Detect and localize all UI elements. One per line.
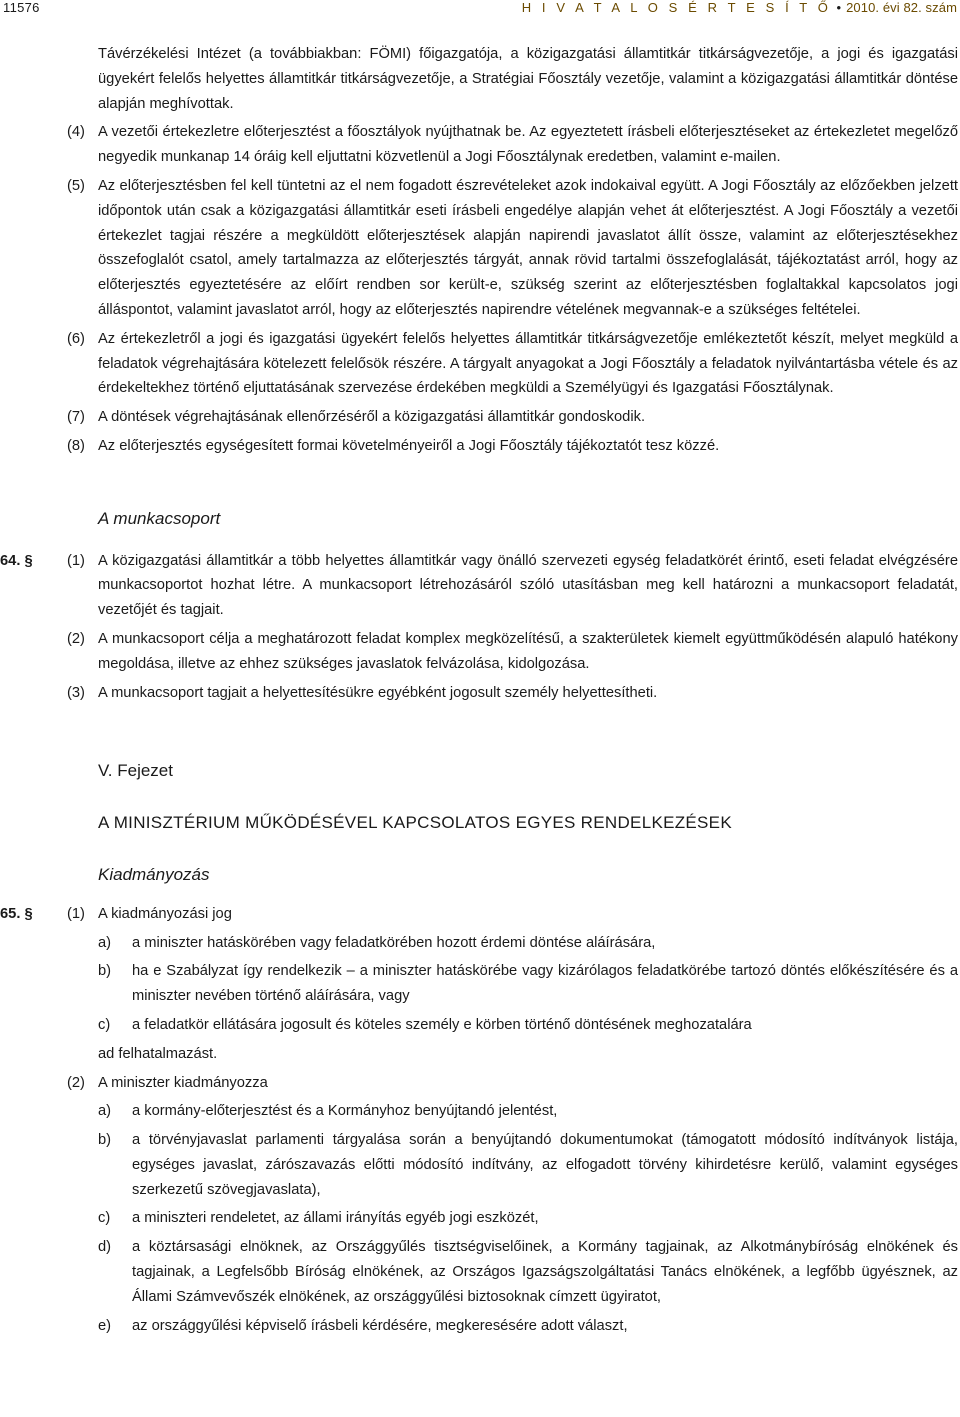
paragraph-number: (1) (67, 905, 85, 922)
paragraph-item (67, 627, 958, 677)
list-text: ha e Szabályzat így rendelkezik – a miniszter hatáskörébe vagy kizárólagos feladatkörébe tartozó döntés előkészítésére és a miniszter nevében történő aláírására, vagy (132, 963, 958, 1005)
list-letter: c) (98, 1210, 111, 1227)
list-letter: e) (98, 1317, 112, 1334)
paragraph-text: A közigazgatási államtitkár a több helyettes államtitkár vagy önálló szervezeti egység feladatkörét érintő, eseti feladat elvégzésére munkacsoportot hozhat létre. A munkacsoport létrehozásáról szóló utasításban meg kell határozni a munkacsoport feladatát, vezetőjét és tagjait. (98, 552, 958, 619)
list-item (98, 959, 958, 1009)
paragraph-number: (5) (67, 177, 85, 194)
list-item (98, 1099, 958, 1124)
list-item (98, 1128, 958, 1202)
paragraph-number: (2) (67, 1074, 85, 1091)
intro-paragraph: Távérzékelési Intézet (a továbbiakban: FÖMI) főigazgatója, a közigazgatási államtitkár titkárságvezetője, a jogi és igazgatási ügyekért felelős helyettes államtitkár titkárságvezetője, a Stratégiai Főosztály vezetője, valamint a közigazgatási államtitkár döntése alapján meghívottak. (98, 46, 958, 112)
list-item (98, 1314, 958, 1339)
paragraph-tail: ad felhatalmazást. (98, 1045, 218, 1062)
paragraph-item (67, 174, 958, 323)
list-item (98, 1206, 958, 1231)
header-separator: • (836, 0, 842, 15)
paragraph-text: Az előterjesztésben fel kell tüntetni az el nem fogadott észrevételeket azok indokaival együtt. A Jogi Főosztály az előzőekben jelzett időpontok után csak a közigazgatási államtitkár eseti írásbeli engedélye alapján vehet át előterjesztést. A Jogi Főosztály a vezetői értekezlet tagjai részére a megküldött előterjesztések alapján napirendi javaslatot állít össze, valamint az előterjesztésekhez összefoglalót csatol, amely tartalmazza az előterjesztés tárgyát, annak rövid tartalmi összefoglalását, tájékoztatást arról, hogy az előterjesztés egyeztetésére az előírt rendben sor került-e, szükség szerint az előterjesztésben foglaltakkal kapcsolatos jogi álláspontot, valamint javaslatot arról, hogy az előterjesztés napirendre vételének megvannak-e a szükséges feltételei. (98, 177, 958, 318)
subheading-munkacsoport: A munkacsoport (98, 508, 221, 528)
list-text: a kormány-előterjesztést és a Kormányhoz benyújtandó jelentést, (132, 1103, 558, 1120)
list-text: a miniszter hatáskörében vagy feladatkörében hozott érdemi döntése aláírására, (132, 934, 656, 951)
list-item (98, 1013, 958, 1038)
paragraph-item (0, 902, 958, 927)
issue-number: 2010. évi 82. szám (846, 0, 957, 15)
section-label: 64. § (0, 552, 33, 569)
journal-title (522, 0, 957, 15)
paragraph-text: Az előterjesztés egységesített formai követelményeiről a Jogi Főosztály tájékoztatót tesz közzé. (98, 437, 720, 454)
list-text: a feladatkör ellátására jogosult és köteles személy e körben történő döntésének meghozatalára (132, 1016, 752, 1033)
letter-list (98, 931, 958, 1038)
page-header (0, 0, 960, 20)
section-65 (0, 902, 958, 1339)
list-text: a törvényjavaslat parlamenti tárgyalása során a benyújtandó dokumentumokat (támogatott módosító indítványok listája, egységes javaslat, zárószavazás előtti módosító indítvány, az elfogadott törvény kihirdetésre kerülő, valamint egységes szerkezetű szövegjavaslata), (132, 1132, 958, 1198)
list-text: az országgyűlési képviselő írásbeli kérdésére, megkeresésére adott választ, (132, 1317, 628, 1334)
paragraph-item (67, 405, 958, 430)
paragraph-text: A munkacsoport tagjait a helyettesítésükre egyébként jogosult személy helyettesítheti. (98, 684, 658, 701)
paragraph-text: A vezetői értekezletre előterjesztést a főosztályok nyújthatnak be. Az egyeztetett írásbeli előterjesztéseket az értekezletet megelőző negyedik munkanap 14 óráig kell eljuttatni közvetlenül a Jogi Főosztálynak eredetben, valamint e-mailen. (98, 124, 958, 166)
paragraph-number: (3) (67, 684, 85, 701)
section-63-items (67, 120, 958, 458)
list-letter: c) (98, 1016, 111, 1033)
paragraph-item (0, 549, 958, 623)
paragraph-text: A miniszter kiadmányozza (98, 1074, 268, 1091)
list-letter: b) (98, 963, 112, 980)
list-letter: a) (98, 934, 112, 951)
paragraph-text: A döntések végrehajtásának ellenőrzéséről a közigazgatási államtitkár gondoskodik. (98, 409, 646, 426)
paragraph-item (67, 681, 958, 706)
journal-name: H I V A T A L O S É R T E S Í T Ő (521, 0, 832, 15)
paragraph-item (67, 327, 958, 401)
list-text: a köztársasági elnöknek, az Országgyűlés tisztségviselőinek, a Kormány tagjainak, az Alkotmánybíróság elnökének és tagjainak, a Legfelsőbb Bíróság elnökének, az Országos Igazságszolgáltatási Tanács elnökének, a legfőbb ügyésznek, az Állami Számvevőszék elnökének, az országgyűlési biztosoknak címzett ügyiratot, (132, 1239, 958, 1305)
paragraph-text: A kiadmányozási jog (98, 905, 232, 922)
list-letter: b) (98, 1132, 112, 1149)
chapter-number: V. Fejezet (98, 761, 173, 781)
paragraph-item (67, 434, 958, 459)
list-item (98, 931, 958, 956)
letter-list (98, 1099, 958, 1338)
section-64 (0, 549, 958, 706)
list-text: a miniszteri rendeletet, az állami irányítás egyéb jogi eszközét, (132, 1210, 539, 1227)
page-number: 11576 (3, 0, 40, 15)
paragraph-number: (8) (67, 437, 85, 454)
page-body (0, 42, 958, 1342)
paragraph-number: (4) (67, 124, 85, 141)
paragraph-item (67, 120, 958, 170)
paragraph-text: A munkacsoport célja a meghatározott feladat komplex megközelítésű, a szakterületek kiemelt együttműködésén alapuló hatékony megoldása, illetve az ehhez szükséges javaslatok felvázolása, kidolgozása. (98, 630, 958, 672)
list-item (98, 1235, 958, 1309)
subheading-kiadmanyozas: Kiadmányozás (98, 864, 210, 884)
paragraph-number: (1) (67, 552, 85, 569)
list-letter: d) (98, 1239, 112, 1256)
paragraph-number: (7) (67, 409, 85, 426)
paragraph-number: (6) (67, 330, 85, 347)
section-label: 65. § (0, 905, 33, 922)
paragraph-item (67, 1071, 958, 1096)
paragraph-number: (2) (67, 630, 85, 647)
chapter-title: A MINISZTÉRIUM MŰKÖDÉSÉVEL KAPCSOLATOS EGYES RENDELKEZÉSEK (98, 813, 732, 833)
paragraph-text: Az értekezletről a jogi és igazgatási ügyekért felelős helyettes államtitkár titkárságvezetője emlékeztetőt készít, melyet megküld a feladatok végrehajtására kötelezett felelősök részére. A tárgyalt anyagokat a Jogi Főosztály a feladatok nyilvántartásba vétele és az érdekeltekhez történő eljuttatásának szervezése érdekében megküldi a Személyügyi és Igazgatási Főosztálynak. (98, 330, 958, 397)
list-letter: a) (98, 1103, 112, 1120)
